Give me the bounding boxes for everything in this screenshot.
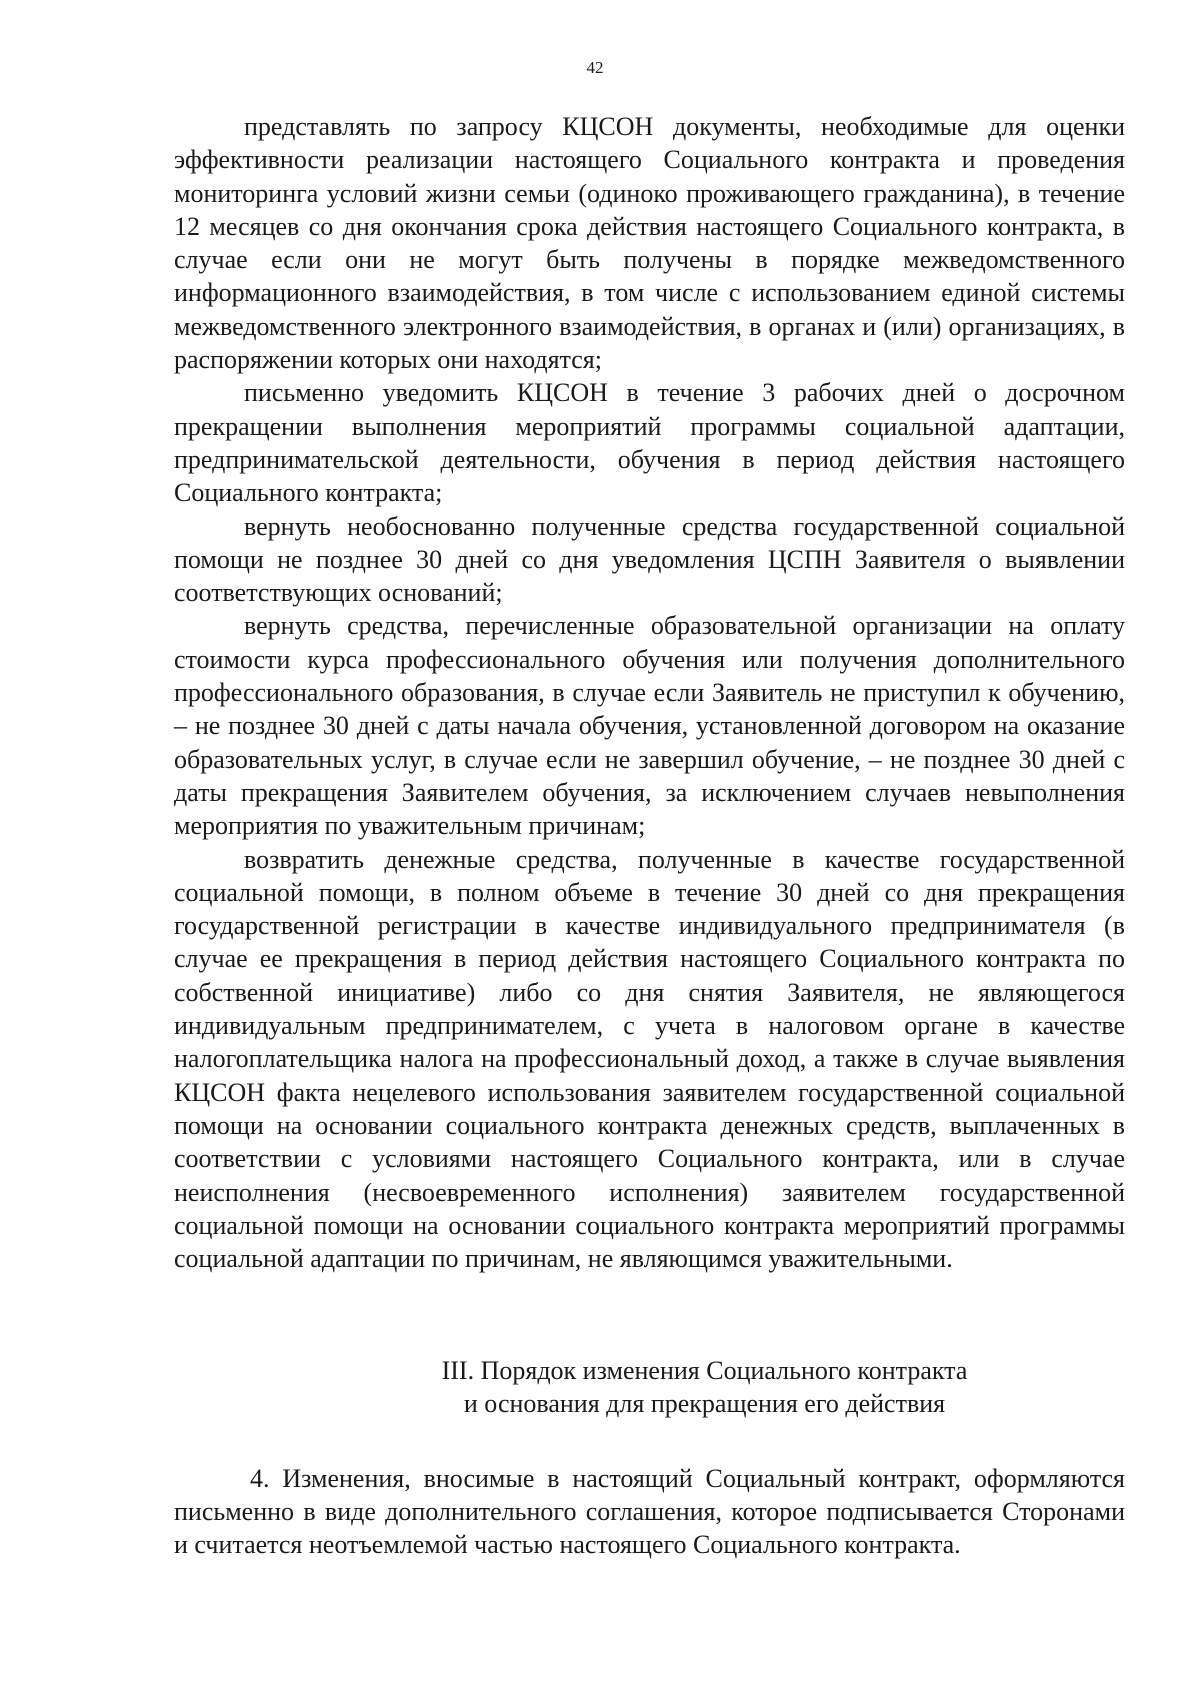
section-heading xyxy=(174,1354,1125,1420)
obligation-paragraph: возвратить денежные средства, полученные в качестве государственной социальной помощи, в полном объеме в течение 30 дней со дня прекращения государственной регистрации в качестве индивидуального предпринимателя (в случае ее прекращения в период действия настоящего Социального контракта по собственной инициативе) либо со дня снятия Заявителя, не являющегося индивидуальным предпринимателем, с учета в налоговом органе в качестве налогоплательщика налога на профессиональный доход, а также в случае выявления КЦСОН факта нецелевого использования заявителем государственной социальной помощи на основании социального контракта денежных средств, выплаченных в соответствии с условиями настоящего Социального контракта, или в случае неисполнения (несвоевременного исполнения) заявителем государственной социальной помощи на основании социального контракта мероприятий программы социальной адаптации по причинам, не являющимся уважительными. xyxy=(174,844,1125,1274)
clause-4-text: 4. Изменения, вносимые в настоящий Социальный контракт, оформляются письменно в виде дополнительного соглашения, которое подписывается Сторонами и считается неотъемлемой частью настоящего Социального контракта. xyxy=(174,1464,1125,1559)
section-heading-line-2: и основания для прекращения его действия xyxy=(463,1389,946,1418)
obligation-paragraph: вернуть средства, перечисленные образовательной организации на оплату стоимости курса профессионального обучения или получения дополнительного профессионального образования, в случае если Заявитель не приступил к обучению, – не позднее 30 дней с даты начала обучения, установленной договором на оказание образовательных услуг, в случае если не завершил обучение, – не позднее 30 дней с даты прекращения Заявителем обучения, за исключением случаев невыполнения мероприятия по уважительным причинам; xyxy=(174,611,1125,841)
obligation-paragraph: письменно уведомить КЦСОН в течение 3 рабочих дней о досрочном прекращении выполнения мероприятий программы социальной адаптации, предпринимательской деятельности, обучения в период действия настоящего Социального контракта; xyxy=(174,378,1125,508)
page-number: 42 xyxy=(586,58,604,77)
obligation-paragraph: представлять по запросу КЦСОН документы, необходимые для оценки эффективности реализации настоящего Социального контракта и проведения мониторинга условий жизни семьи (одиноко проживающего гражданина), в течение 12 месяцев со дня окончания срока действия настоящего Социального контракта, в случае если они не могут быть получены в порядке межведомственного информационного взаимодействия, в том числе с использованием единой системы межведомственного электронного взаимодействия, в органах и (или) организациях, в распоряжении которых они находятся; xyxy=(174,112,1125,375)
section-heading-line-1: III. Порядок изменения Социального контракта xyxy=(441,1356,968,1385)
obligation-paragraph: вернуть необоснованно полученные средства государственной социальной помощи не позднее 30 дней со дня уведомления ЦСПН Заявителя о выявлении соответствующих оснований; xyxy=(174,511,1125,608)
obligations-list xyxy=(174,110,1125,1275)
clause-4 xyxy=(174,1462,1125,1561)
